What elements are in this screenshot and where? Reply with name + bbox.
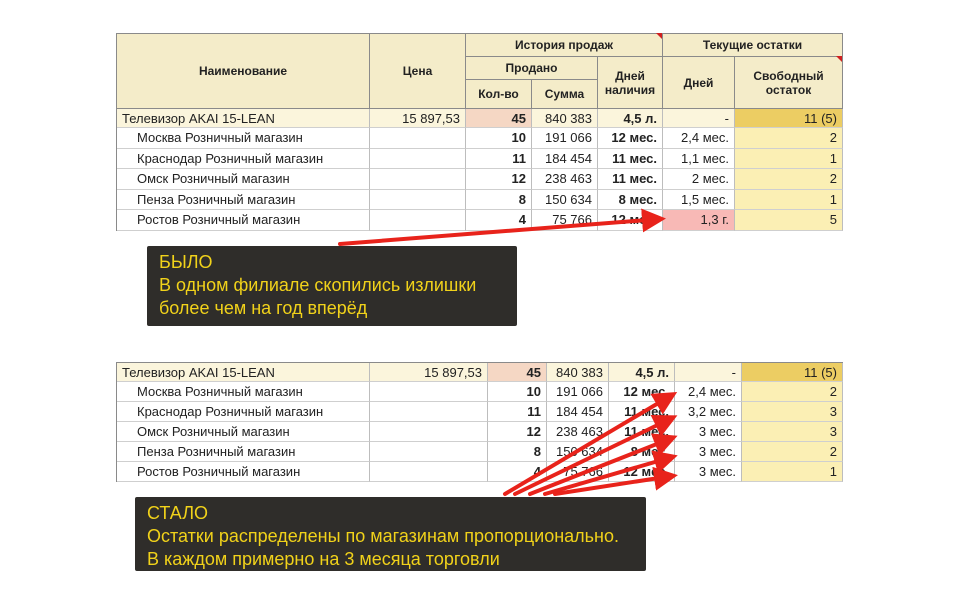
store-days: 2,4 мес.: [663, 128, 735, 149]
callout-before-title: БЫЛО: [159, 252, 213, 272]
store-days-stock: 8 мес.: [598, 190, 663, 210]
store-days-stock: 12 мес.: [598, 128, 663, 149]
callout-before-line: более чем на год вперёд: [159, 298, 368, 318]
callout-after-line: В каждом примерно на 3 месяца торговли: [147, 549, 500, 569]
sales-table-before: [116, 33, 843, 231]
store-price: [370, 402, 488, 422]
header-days-stock: Дней наличия: [598, 57, 663, 109]
callout-after: [135, 497, 646, 571]
product-qty: 45: [466, 109, 532, 128]
product-sum: 840 383: [532, 109, 598, 128]
store-price: [370, 190, 466, 210]
store-days: 3 мес.: [675, 442, 742, 462]
store-days-stock: 12 мес.: [609, 382, 675, 402]
store-free-stock: 2: [735, 169, 843, 190]
store-sum: 184 454: [532, 149, 598, 169]
store-free-stock: 3: [742, 422, 843, 442]
store-qty: 11: [488, 402, 547, 422]
store-days-stock: 8 мес.: [609, 442, 675, 462]
store-price: [370, 422, 488, 442]
store-name: Омск Розничный магазин: [117, 169, 370, 190]
callout-after-line: Остатки распределены по магазинам пропорционально.: [147, 526, 619, 546]
table-row: [117, 402, 843, 422]
store-days: 3 мес.: [675, 462, 742, 482]
store-name: Москва Розничный магазин: [117, 128, 370, 149]
product-days: -: [663, 109, 735, 128]
product-name: Телевизор AKAI 15-LEAN: [117, 363, 370, 382]
header-free-stock: Свободный остаток: [735, 57, 843, 109]
store-days: 2,4 мес.: [675, 382, 742, 402]
header-price: Цена: [370, 34, 466, 109]
header-qty: Кол-во: [466, 80, 532, 109]
store-name: Краснодар Розничный магазин: [117, 149, 370, 169]
store-name: Ростов Розничный магазин: [117, 210, 370, 231]
store-sum: 150 634: [532, 190, 598, 210]
callout-after-title: СТАЛО: [147, 503, 209, 523]
header-name: Наименование: [117, 34, 370, 109]
table-row: [117, 422, 843, 442]
store-qty: 8: [466, 190, 532, 210]
product-price: 15 897,53: [370, 363, 488, 382]
table-row: [117, 210, 843, 231]
header-days: Дней: [663, 57, 735, 109]
store-qty: 8: [488, 442, 547, 462]
product-row: [117, 109, 843, 128]
store-sum: 238 463: [547, 422, 609, 442]
store-free-stock: 2: [742, 382, 843, 402]
store-sum: 191 066: [547, 382, 609, 402]
store-price: [370, 462, 488, 482]
store-free-stock: 2: [742, 442, 843, 462]
store-name: Москва Розничный магазин: [117, 382, 370, 402]
store-free-stock: 1: [742, 462, 843, 482]
store-name: Пенза Розничный магазин: [117, 442, 370, 462]
product-name: Телевизор AKAI 15-LEAN: [117, 109, 370, 128]
header-current-stock: Текущие остатки: [663, 34, 843, 57]
store-qty: 10: [466, 128, 532, 149]
header-sales-history: История продаж: [466, 34, 663, 57]
table-row: [117, 382, 843, 402]
header-sold: Продано: [466, 57, 598, 80]
store-days-stock: 11 мес.: [609, 402, 675, 422]
table-row: [117, 462, 843, 482]
product-qty: 45: [488, 363, 547, 382]
store-price: [370, 128, 466, 149]
store-sum: 75 766: [532, 210, 598, 231]
store-qty: 12: [466, 169, 532, 190]
store-qty: 11: [466, 149, 532, 169]
store-free-stock: 1: [735, 149, 843, 169]
store-days: 3 мес.: [675, 422, 742, 442]
store-sum: 75 766: [547, 462, 609, 482]
header-sum: Сумма: [532, 80, 598, 109]
product-days-stock: 4,5 л.: [609, 363, 675, 382]
product-days: -: [675, 363, 742, 382]
store-qty: 4: [488, 462, 547, 482]
store-price: [370, 210, 466, 231]
store-sum: 184 454: [547, 402, 609, 422]
store-name: Ростов Розничный магазин: [117, 462, 370, 482]
product-price: 15 897,53: [370, 109, 466, 128]
callout-before: [147, 246, 517, 326]
table-row: [117, 190, 843, 210]
store-days-stock: 11 мес.: [609, 422, 675, 442]
table-row: [117, 442, 843, 462]
store-name: Омск Розничный магазин: [117, 422, 370, 442]
store-days: 1,3 г.: [663, 210, 735, 231]
store-name: Краснодар Розничный магазин: [117, 402, 370, 422]
store-days-stock: 12 мес.: [598, 210, 663, 231]
callout-before-line: В одном филиале скопились излишки: [159, 275, 477, 295]
product-row: [117, 363, 843, 382]
store-qty: 4: [466, 210, 532, 231]
store-sum: 150 634: [547, 442, 609, 462]
store-free-stock: 5: [735, 210, 843, 231]
table-row: [117, 169, 843, 190]
store-price: [370, 169, 466, 190]
store-days-stock: 12 мес.: [609, 462, 675, 482]
store-name: Пенза Розничный магазин: [117, 190, 370, 210]
store-days: 3,2 мес.: [675, 402, 742, 422]
store-days: 1,5 мес.: [663, 190, 735, 210]
store-price: [370, 149, 466, 169]
product-free-stock: 11 (5): [735, 109, 843, 128]
store-qty: 12: [488, 422, 547, 442]
store-price: [370, 382, 488, 402]
product-sum: 840 383: [547, 363, 609, 382]
store-days-stock: 11 мес.: [598, 169, 663, 190]
store-free-stock: 3: [742, 402, 843, 422]
product-free-stock: 11 (5): [742, 363, 843, 382]
store-free-stock: 1: [735, 190, 843, 210]
store-days: 2 мес.: [663, 169, 735, 190]
store-qty: 10: [488, 382, 547, 402]
store-sum: 191 066: [532, 128, 598, 149]
store-free-stock: 2: [735, 128, 843, 149]
table-row: [117, 149, 843, 169]
table-row: [117, 128, 843, 149]
store-days-stock: 11 мес.: [598, 149, 663, 169]
store-price: [370, 442, 488, 462]
store-sum: 238 463: [532, 169, 598, 190]
table-header: [117, 34, 843, 109]
product-days-stock: 4,5 л.: [598, 109, 663, 128]
sales-table-after: [116, 362, 843, 482]
store-days: 1,1 мес.: [663, 149, 735, 169]
